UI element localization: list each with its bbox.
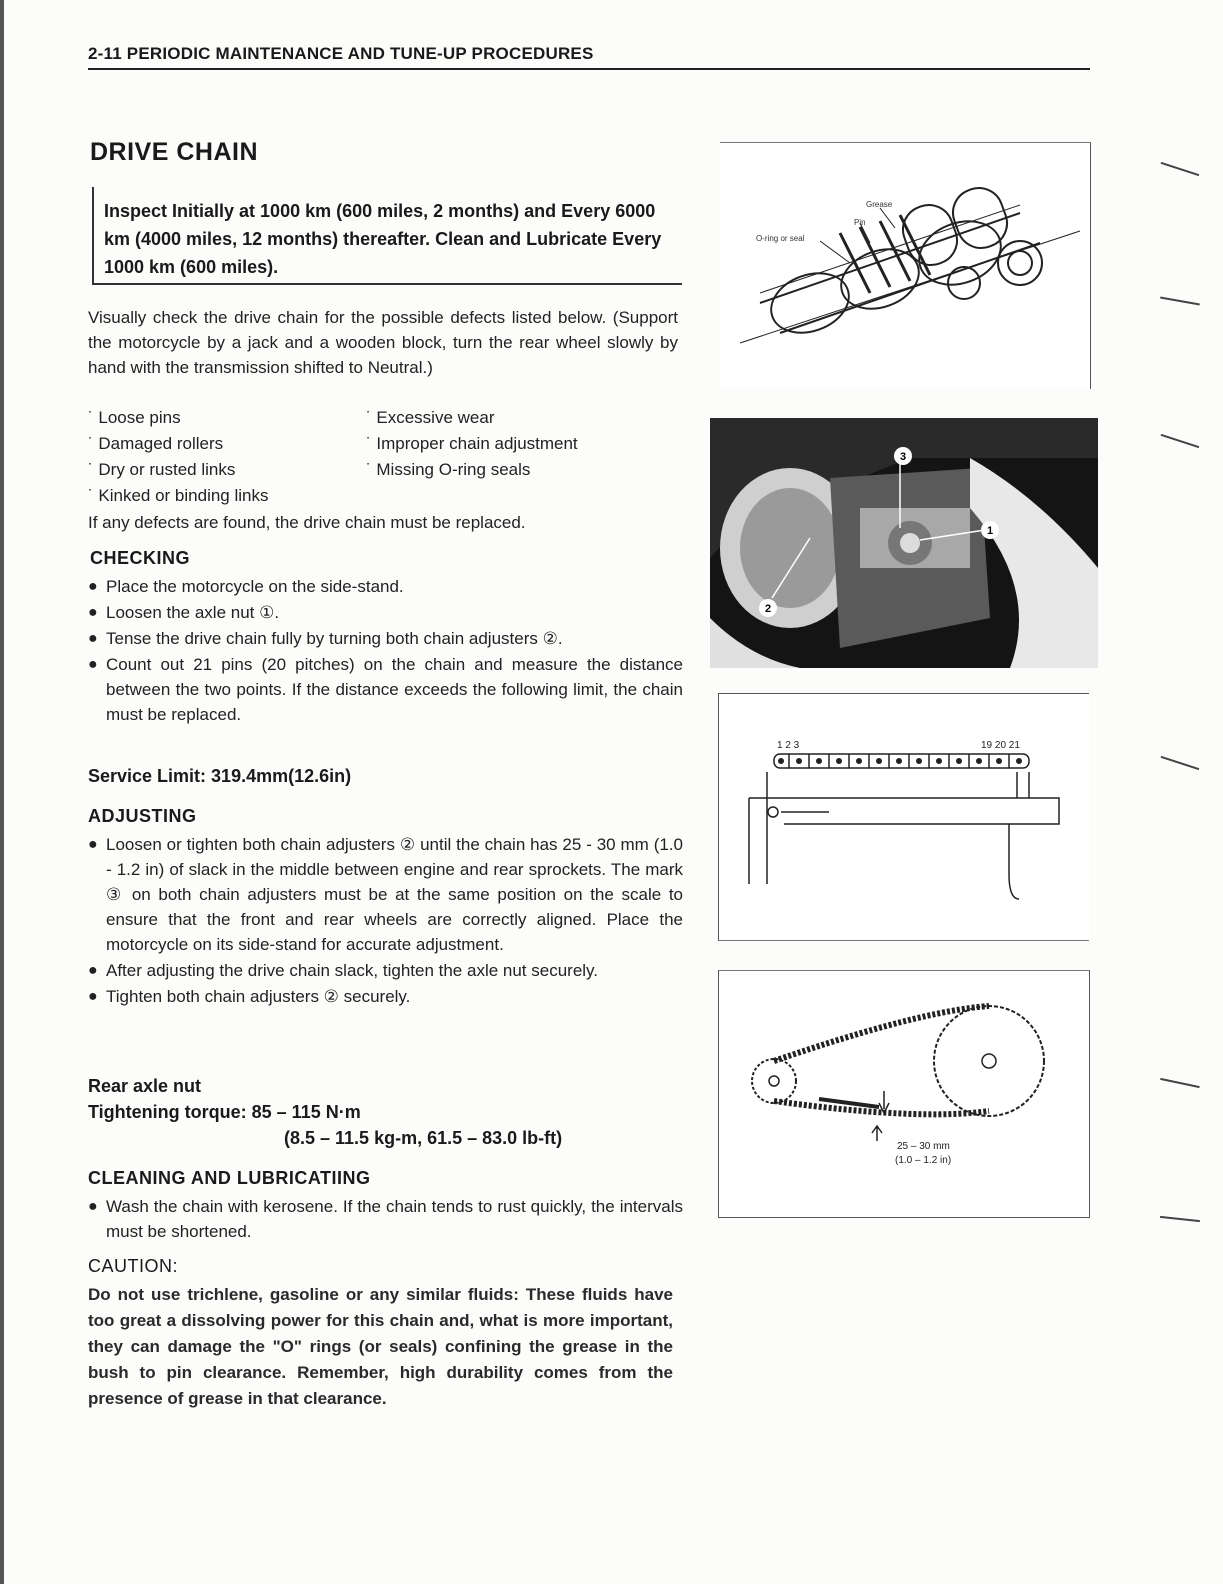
defect-item: ˙ Damaged rollers — [88, 434, 224, 453]
pin-count-left: 1 2 3 — [777, 740, 800, 751]
defect-row — [88, 483, 688, 509]
caution-heading: CAUTION: — [88, 1256, 179, 1276]
defect-item: ˙ Missing O-ring seals — [366, 460, 531, 479]
adjusting-heading: ADJUSTING — [88, 806, 197, 826]
chain-slack-drawing — [719, 971, 1089, 1217]
defect-list — [88, 405, 688, 509]
oring-label: O-ring or seal — [756, 234, 805, 243]
defect-item: ˙ Kinked or binding links — [88, 486, 269, 505]
torque-value: Tightening torque: 85 – 115 N·m — [88, 1102, 361, 1122]
list-item: ● Place the motorcycle on the side-stand. — [88, 577, 404, 596]
callout-3: 3 — [899, 451, 907, 463]
chain-measurement-drawing — [719, 694, 1089, 940]
margin-mark — [1160, 1078, 1199, 1088]
chain-slack-figure — [718, 970, 1090, 1218]
defect-row — [88, 405, 688, 431]
caution-text: Do not use trichlene, gasoline or any similar fluids: These fluids have too great a dissolving power for this chain and, what is more important, they can damage the "O" rings (or seals) confining the grease in the bush to pin clearance. Remember, high durability comes from the presence of grease in that clearance. — [88, 1285, 673, 1408]
list-item: ● Count out 21 pins (20 pitches) on the chain and measure the distance between the two points. If the distance exceeds the following limit, the chain must be replaced. — [88, 655, 683, 724]
margin-mark — [1160, 297, 1200, 305]
callout-2: 2 — [764, 603, 772, 615]
slack-mm-label: 25 – 30 mm — [897, 1141, 950, 1152]
margin-mark — [1161, 162, 1200, 176]
margin-mark — [1161, 434, 1200, 448]
checking-steps — [88, 574, 683, 728]
checking-heading: CHECKING — [90, 548, 191, 568]
margin-mark — [1160, 1216, 1200, 1222]
inspection-interval-notice: Inspect Initially at 1000 km (600 miles, 2 months) and Every 6000 km (4000 miles, 12 months) thereafter. Clean and Lubricate Every 1000 km (600 miles). — [104, 201, 662, 277]
defect-row — [88, 431, 688, 457]
chain-measurement-figure — [718, 693, 1089, 941]
list-item: ● Loosen the axle nut ①. — [88, 603, 280, 622]
torque-label: Rear axle nut — [88, 1076, 202, 1096]
margin-mark — [1161, 756, 1200, 770]
slack-in-label: (1.0 – 1.2 in) — [895, 1155, 952, 1166]
callout-1: 1 — [986, 525, 994, 537]
header-rule — [88, 68, 1090, 70]
adjusting-steps — [88, 832, 683, 1010]
chain-cutaway-figure — [720, 142, 1091, 389]
defect-item: ˙ Improper chain adjustment — [366, 434, 578, 453]
defect-item: ˙ Excessive wear — [366, 408, 495, 427]
list-item: ● Tighten both chain adjusters ② securely. — [88, 987, 411, 1006]
service-limit: Service Limit: 319.4mm(12.6in) — [88, 766, 352, 786]
torque-value-alt-units: (8.5 – 11.5 kg-m, 61.5 – 83.0 lb-ft) — [284, 1128, 563, 1148]
chain-cutaway-drawing — [720, 143, 1090, 389]
intro-paragraph: Visually check the drive chain for the possible defects listed below. (Support the motorcycle by a jack and a wooden block, turn the rear wheel slowly by hand with the transmission shifted to Neutral.) — [88, 308, 678, 377]
rear-axle-photo — [710, 418, 1098, 668]
list-item: ● Tense the drive chain fully by turning both chain adjusters ②. — [88, 629, 563, 648]
pin-count-right: 19 20 21 — [981, 740, 1020, 751]
rear-axle-photo-drawing — [710, 418, 1098, 668]
running-head: 2-11 PERIODIC MAINTENANCE AND TUNE-UP PROCEDURES — [88, 44, 594, 63]
pin-label: Pin — [854, 218, 866, 227]
list-item: ● Loosen or tighten both chain adjusters ② until the chain has 25 - 30 mm (1.0 - 1.2 in) of slack in the middle between engine and rear sprockets. The mark ③ on both chain adjusters must be at the same position on the scale to ensure that the front and rear wheels are correctly aligned. Place the motorcycle on its side-stand for accurate adjustment. — [88, 835, 683, 954]
defect-item: ˙ Dry or rusted links — [88, 460, 236, 479]
list-item: ● After adjusting the drive chain slack, tighten the axle nut securely. — [88, 961, 599, 980]
list-item: ● Wash the chain with kerosene. If the chain tends to rust quickly, the intervals must be shortened. — [88, 1197, 683, 1241]
page-edge-shadow — [0, 0, 4, 1584]
defect-row — [88, 457, 688, 483]
cleaning-steps — [88, 1194, 683, 1245]
replace-note: If any defects are found, the drive chain must be replaced. — [88, 513, 526, 532]
section-title: DRIVE CHAIN — [90, 138, 259, 166]
cleaning-heading: CLEANING AND LUBRICATIING — [88, 1168, 371, 1188]
grease-label: Grease — [866, 200, 893, 209]
defect-item: ˙ Loose pins — [88, 408, 181, 427]
